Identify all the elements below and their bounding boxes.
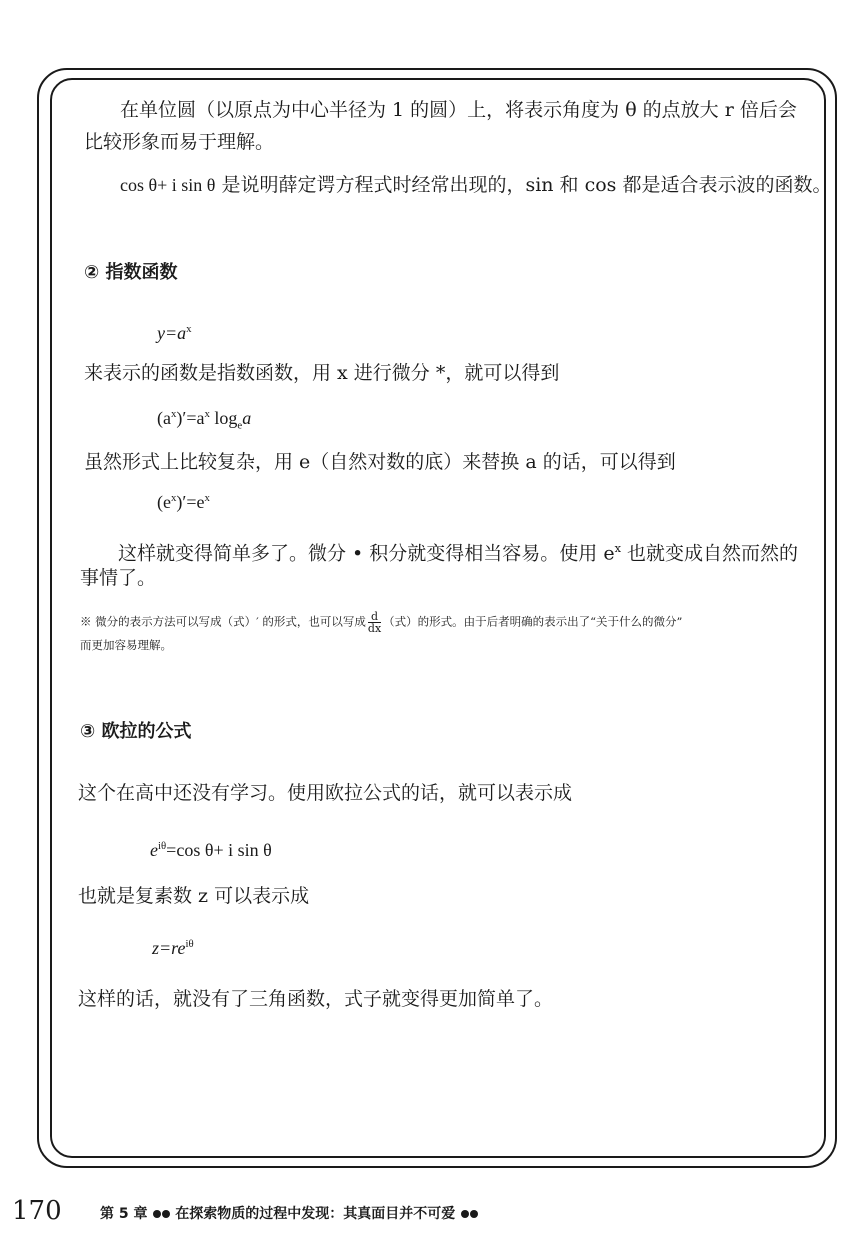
text-euler1: 这个在高中还没有学习。使用欧拉公式的话，就可以表示成 — [78, 782, 573, 804]
bullet-dot-icon — [461, 1210, 469, 1218]
eq-deriv-e-sup: x — [170, 492, 177, 504]
bullet-dot-icon — [162, 1210, 170, 1218]
footnote-line2: 而更加容易理解。 — [80, 638, 172, 652]
footer-chapter: 第 5 章 — [100, 1206, 148, 1222]
fraction-numerator: d — [368, 611, 381, 623]
eq-deriv-a-sub: e — [237, 419, 243, 432]
page-number: 170 — [12, 1196, 62, 1226]
eq-exponential — [157, 317, 192, 345]
eq-euler — [150, 834, 272, 862]
footer-running-title — [100, 1203, 478, 1223]
eq-deriv-a-lhs: (a — [157, 408, 171, 428]
eq-polar-lhs: z=re — [152, 938, 186, 958]
heading-exponential: ② 指数函数 — [84, 262, 178, 283]
eq-deriv-e-mid: )′=e — [176, 492, 205, 512]
text-euler2: 也就是复素数 z 可以表示成 — [78, 885, 310, 907]
eq-exponential-base: y=a — [157, 323, 187, 343]
para2 — [120, 173, 831, 197]
footnote-part2: （式）的形式。由于后者明确的表示出了“关于什么的微分” — [383, 614, 683, 629]
footnote-part1: ※ 微分的表示方法可以写成（式）′ 的形式，也可以写成 — [80, 614, 366, 629]
eq-deriv-a-log: log — [209, 408, 238, 428]
text-euler3: 这样的话，就没有了三角函数，式子就变得更加简单了。 — [78, 988, 554, 1010]
footer-title: 在探索物质的过程中发现：其真面目并不可爱 — [175, 1206, 456, 1222]
heading-euler: ③ 欧拉的公式 — [80, 721, 192, 742]
eq-deriv-a-sup2: x — [204, 408, 210, 420]
eq-deriv-a-prime: )′=a — [176, 408, 205, 428]
fraction-denominator: dx — [367, 622, 382, 635]
text-exp3-sup: x — [614, 541, 622, 555]
eq-deriv-a-sup: x — [170, 408, 177, 420]
eq-deriv-e-lhs: (e — [157, 492, 171, 512]
eq-deriv-e — [157, 486, 210, 514]
para2-text: 是说明薛定谔方程式时经常出现的，sin 和 cos 都是适合表示波的函数。 — [215, 174, 832, 196]
eq-euler-lhs: e — [150, 840, 158, 860]
text-exp3-line2: 事情了。 — [80, 567, 157, 589]
para1-line2: 比较形象而易于理解。 — [84, 131, 275, 153]
eq-polar-sup: iθ — [185, 938, 194, 950]
text-exp1: 来表示的函数是指数函数，用 x 进行微分 *，就可以得到 — [84, 362, 560, 384]
eq-polar — [152, 932, 194, 960]
para1-line1: 在单位圆（以原点为中心半径为 1 的圆）上，将表示角度为 θ 的点放大 r 倍后会 — [120, 99, 797, 121]
text-exp2: 虽然形式上比较复杂，用 e（自然对数的底）来替换 a 的话，可以得到 — [84, 451, 676, 473]
eq-deriv-a — [157, 402, 251, 438]
bullet-dot-icon — [153, 1210, 161, 1218]
eq-euler-rhs: =cos θ+ i sin θ — [166, 840, 272, 860]
para2-formula: cos θ+ i sin θ — [120, 175, 216, 195]
eq-deriv-e-sup2: x — [204, 492, 210, 504]
text-exp3-part1: 这样就变得简单多了。微分 • 积分就变得相当容易。使用 e — [118, 542, 615, 565]
eq-euler-sup: iθ — [158, 840, 167, 852]
eq-deriv-a-end: a — [242, 408, 252, 428]
footnote-line1 — [80, 611, 682, 634]
eq-exponential-sup: x — [186, 323, 192, 335]
fraction-d-dx — [368, 611, 381, 634]
bullet-dot-icon — [470, 1210, 478, 1218]
text-exp3-part2: 也就变成自然而然的 — [621, 542, 799, 565]
text-exp3-line1 — [118, 536, 798, 565]
